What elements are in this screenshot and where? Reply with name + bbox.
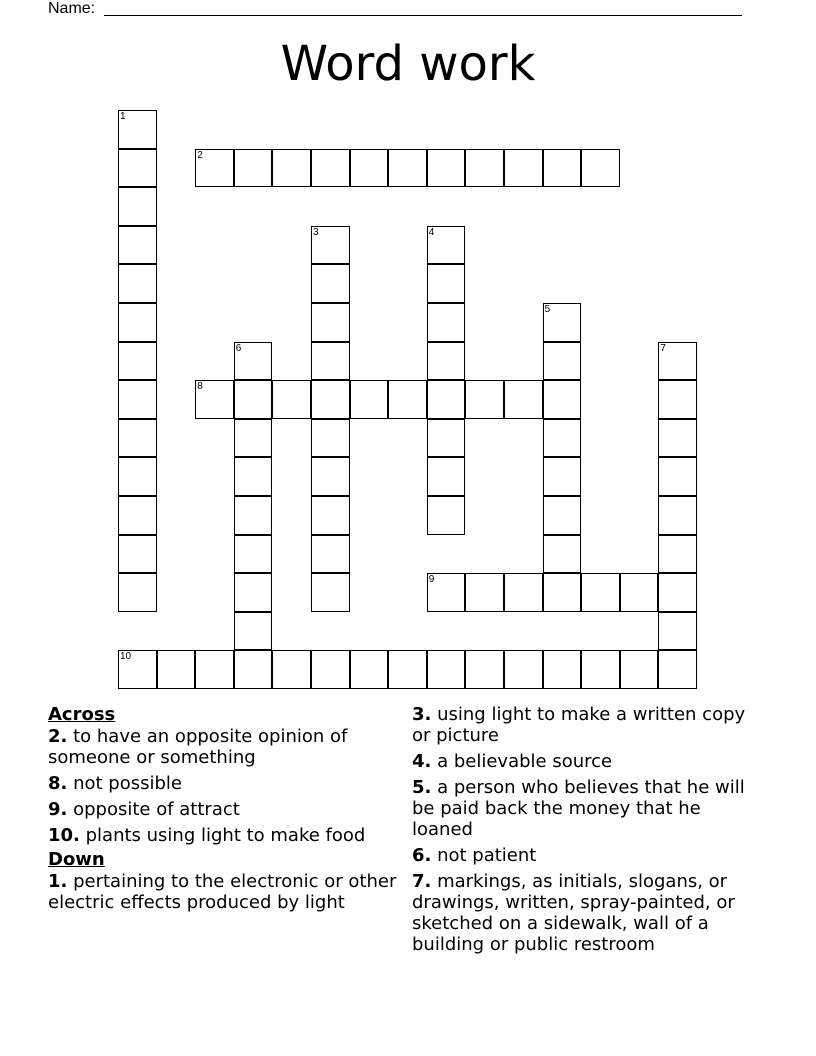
clue-across-9 <box>48 799 398 820</box>
grid-cell[interactable] <box>388 650 427 689</box>
grid-cell[interactable] <box>118 110 157 149</box>
grid-cell[interactable] <box>427 342 466 381</box>
clue-text: not possible <box>67 773 182 794</box>
grid-cell[interactable] <box>118 226 157 265</box>
page-title: Word work <box>280 36 536 92</box>
grid-cell[interactable] <box>311 149 350 188</box>
cell-number: 3 <box>313 226 319 238</box>
clue-number: 10. <box>48 825 80 846</box>
clue-text: to have an opposite opinion of someone or something <box>48 726 348 768</box>
cell-number: 5 <box>544 304 551 315</box>
clue-across-8 <box>48 773 398 794</box>
clue-number: 8. <box>48 773 68 794</box>
grid-cell[interactable] <box>658 573 697 612</box>
clue-text: plants using light to make food <box>79 825 366 846</box>
grid-cell[interactable] <box>234 342 273 381</box>
grid-cell[interactable] <box>504 380 543 419</box>
grid-cell[interactable] <box>118 303 157 342</box>
grid-cell[interactable] <box>350 149 389 188</box>
grid-cell[interactable] <box>581 573 620 612</box>
grid-cell[interactable] <box>620 573 659 612</box>
clue-number: 6. <box>412 845 432 866</box>
grid-cell[interactable] <box>581 650 620 689</box>
grid-cell[interactable] <box>234 535 273 574</box>
grid-cell[interactable] <box>118 342 157 381</box>
grid-cell[interactable] <box>195 380 234 419</box>
grid-cell[interactable] <box>658 457 697 496</box>
grid-cell[interactable] <box>427 149 466 188</box>
grid-cell[interactable] <box>118 535 157 574</box>
grid-cell[interactable] <box>118 650 157 689</box>
clues-left-column <box>48 704 398 918</box>
grid-cell[interactable] <box>311 496 350 535</box>
clue-number: 2. <box>48 726 68 747</box>
clue-number: 9. <box>48 799 68 820</box>
grid-cell[interactable] <box>427 650 466 689</box>
clue-number: 7. <box>412 871 432 892</box>
clue-text: a believable source <box>431 751 613 772</box>
clue-across-10 <box>48 825 398 846</box>
grid-cell[interactable] <box>543 496 582 535</box>
grid-cell[interactable] <box>118 149 157 188</box>
grid-cell[interactable] <box>427 303 466 342</box>
grid-cell[interactable] <box>311 650 350 689</box>
grid-cell[interactable] <box>504 650 543 689</box>
grid-cell[interactable] <box>311 264 350 303</box>
clue-text: pertaining to the electronic or other electric effects produced by light <box>48 871 397 913</box>
clue-text: not patient <box>431 845 537 866</box>
grid-cell[interactable] <box>543 535 582 574</box>
grid-cell[interactable] <box>543 650 582 689</box>
grid-cell[interactable] <box>427 226 466 265</box>
grid-cell[interactable] <box>311 573 350 612</box>
grid-cell[interactable] <box>118 264 157 303</box>
grid-cell[interactable] <box>118 573 157 612</box>
clue-number: 4. <box>412 751 432 772</box>
grid-cell[interactable] <box>658 535 697 574</box>
grid-cell[interactable] <box>195 149 234 188</box>
grid-cell[interactable] <box>234 650 273 689</box>
grid-cell[interactable] <box>658 342 697 381</box>
grid-cell[interactable] <box>504 149 543 188</box>
clue-down-5 <box>412 777 762 840</box>
cell-number: 6 <box>235 342 242 354</box>
clue-down-7 <box>412 871 762 955</box>
across-heading: Across <box>48 704 116 725</box>
grid-cell[interactable] <box>234 612 273 651</box>
grid-cell[interactable] <box>581 149 620 188</box>
grid-cell[interactable] <box>465 573 504 612</box>
grid-cell[interactable] <box>465 149 504 188</box>
grid-cell[interactable] <box>311 419 350 458</box>
grid-cell[interactable] <box>388 149 427 188</box>
grid-cell[interactable] <box>234 573 273 612</box>
grid-cell[interactable] <box>658 496 697 535</box>
grid-cell[interactable] <box>350 380 389 419</box>
grid-cell[interactable] <box>658 612 697 651</box>
grid-cell[interactable] <box>350 650 389 689</box>
grid-cell[interactable] <box>658 380 697 419</box>
clue-number: 1. <box>48 871 68 892</box>
grid-cell[interactable] <box>427 496 466 535</box>
grid-cell[interactable] <box>388 380 427 419</box>
cell-number: 2 <box>197 149 203 161</box>
grid-cell[interactable] <box>157 650 196 689</box>
grid-cell[interactable] <box>234 457 273 496</box>
clue-number: 5. <box>412 777 432 798</box>
grid-cell[interactable] <box>311 457 350 496</box>
grid-cell[interactable] <box>427 380 466 419</box>
grid-cell[interactable] <box>234 496 273 535</box>
grid-cell[interactable] <box>234 419 273 458</box>
grid-cell[interactable] <box>504 573 543 612</box>
clue-down-3 <box>412 704 762 746</box>
grid-cell[interactable] <box>543 380 582 419</box>
clue-down-6 <box>412 845 762 866</box>
grid-cell[interactable] <box>272 650 311 689</box>
grid-cell[interactable] <box>118 380 157 419</box>
grid-cell[interactable] <box>543 149 582 188</box>
grid-cell[interactable] <box>118 419 157 458</box>
grid-cell[interactable] <box>543 457 582 496</box>
cell-number: 4 <box>428 226 435 238</box>
grid-cell[interactable] <box>118 187 157 226</box>
grid-cell[interactable] <box>543 303 582 342</box>
grid-cell[interactable] <box>543 419 582 458</box>
clue-down-1 <box>48 871 398 913</box>
cell-number: 9 <box>428 574 435 586</box>
grid-cell[interactable] <box>658 419 697 458</box>
grid-cell[interactable] <box>311 342 350 381</box>
grid-cell[interactable] <box>272 149 311 188</box>
cell-number: 8 <box>197 381 203 393</box>
grid-cell[interactable] <box>234 149 273 188</box>
clue-text: opposite of attract <box>67 799 240 820</box>
clue-across-2 <box>48 726 398 768</box>
grid-cell[interactable] <box>311 303 350 342</box>
cell-number: 1 <box>120 111 126 122</box>
grid-cell[interactable] <box>427 573 466 612</box>
grid-cell[interactable] <box>272 380 311 419</box>
grid-cell[interactable] <box>311 380 350 419</box>
grid-cell[interactable] <box>118 496 157 535</box>
grid-cell[interactable] <box>311 535 350 574</box>
clue-number: 3. <box>412 704 432 725</box>
clue-text: a person who believes that he will be paid back the money that he loaned <box>412 777 745 840</box>
clue-text: using light to make a written copy or picture <box>412 704 746 746</box>
grid-cell[interactable] <box>195 650 234 689</box>
cell-number: 10 <box>120 651 132 663</box>
grid-cell[interactable] <box>311 226 350 265</box>
clue-down-4 <box>412 751 762 772</box>
grid-cell[interactable] <box>427 419 466 458</box>
grid-cell[interactable] <box>543 342 582 381</box>
cell-number: 7 <box>660 342 666 354</box>
name-label: Name: <box>48 0 96 17</box>
grid-cell[interactable] <box>118 457 157 496</box>
grid-cell[interactable] <box>465 650 504 689</box>
grid-cell[interactable] <box>658 650 697 689</box>
grid-cell[interactable] <box>543 573 582 612</box>
clues-right-column <box>412 704 762 960</box>
grid-cell[interactable] <box>465 380 504 419</box>
grid-cell[interactable] <box>620 650 659 689</box>
grid-cell[interactable] <box>427 264 466 303</box>
clue-text: markings, as initials, slogans, or drawings, written, spray-painted, or sketched on a sidewalk, wall of a building or public restroom <box>412 871 735 955</box>
grid-cell[interactable] <box>427 457 466 496</box>
down-heading: Down <box>48 849 105 870</box>
grid-cell[interactable] <box>234 380 273 419</box>
